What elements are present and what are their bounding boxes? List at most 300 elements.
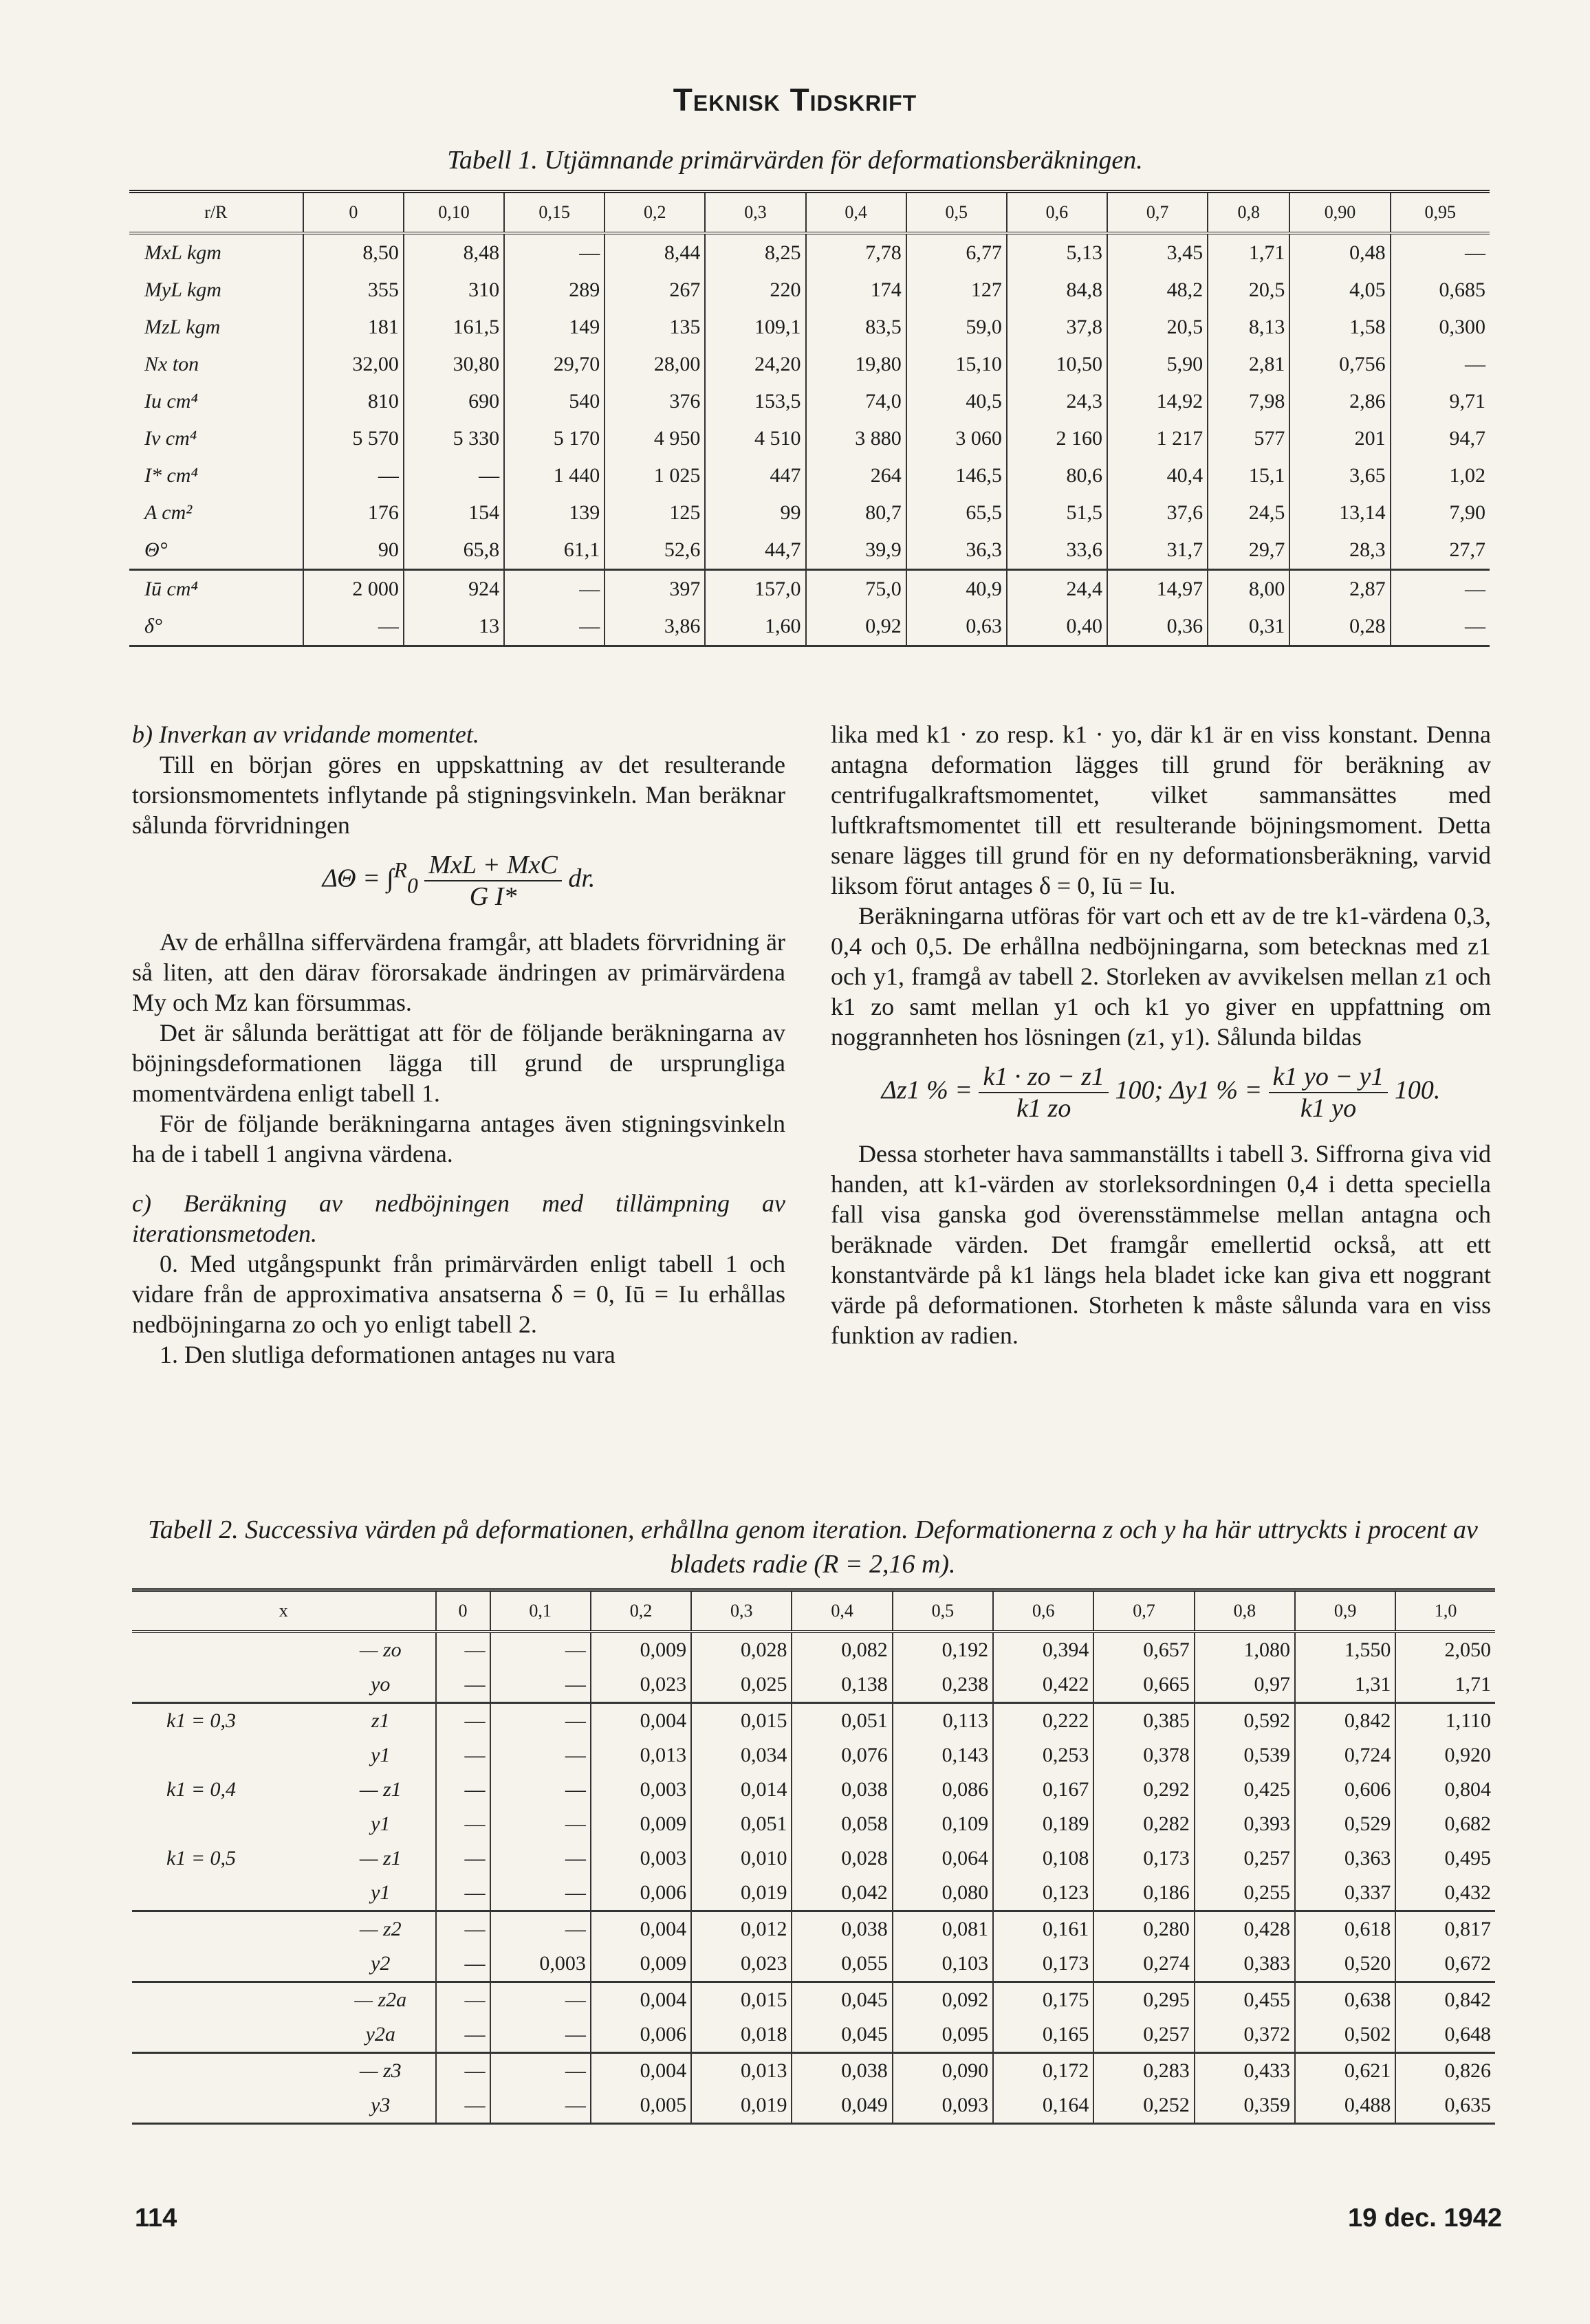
table2-variable-label: — z1	[359, 1778, 402, 1801]
table2-variable-label: — zo	[326, 1632, 436, 1667]
table2-cell: 0,023	[591, 1667, 691, 1703]
table1-cell: 146,5	[906, 457, 1007, 494]
table1-row-label: MzL kgm	[144, 316, 221, 338]
table1-cell: 127	[906, 272, 1007, 309]
table1-row	[129, 233, 1490, 272]
table1-cell: 690	[404, 383, 504, 420]
table2-cell: 1,110	[1395, 1703, 1495, 1739]
table1-header-row	[129, 192, 1490, 234]
table2-k-label	[132, 1807, 326, 1841]
table2-cell: 0,108	[993, 1841, 1093, 1876]
table2-cell: —	[436, 1703, 490, 1739]
table1-column-header: 0,7	[1107, 192, 1208, 234]
eq-a-denominator: k1 zo	[1016, 1094, 1071, 1123]
table2-cell: 0,004	[591, 1982, 691, 2018]
table1-column-header: 0,6	[1007, 192, 1107, 234]
table2-k-label: k1 = 0,5	[166, 1847, 237, 1870]
table1-cell: 2,86	[1289, 383, 1390, 420]
table1-cell: 20,5	[1107, 309, 1208, 346]
table2-cell: 0,257	[1195, 1841, 1295, 1876]
table2-cell: 0,005	[591, 2088, 691, 2124]
table1-cell: 65,8	[404, 531, 504, 570]
table1-cell: 5 170	[504, 420, 605, 457]
table2-k-label	[132, 2088, 326, 2124]
table1-cell: 153,5	[705, 383, 805, 420]
table1-cell: 40,4	[1107, 457, 1208, 494]
table2-cell: 0,113	[893, 1703, 993, 1739]
table2-cell: 0,164	[993, 2088, 1093, 2124]
table2-cell: 0,003	[591, 1773, 691, 1807]
table2-variable-label: y2	[371, 1952, 391, 1975]
paragraph: 1. Den slutliga deformationen antages nu vara	[160, 1341, 616, 1368]
table2-cell: 0,013	[691, 2053, 792, 2089]
table1-cell: 30,80	[404, 346, 504, 383]
table2-cell: 0,028	[691, 1632, 792, 1667]
eq-b-numerator: k1 yo − y1	[1269, 1062, 1388, 1093]
paragraph: Beräkningarna utföras för vart och ett av de tre k1-värdena 0,3, 0,4 och 0,5. De erhållna nedböjningarna, som betecknas med z1 och y1, framgå av tabell 2. Storleken av avvikelsen mellan z1 och k1 zo samt mellan y1 och k1 yo giver en uppfattning om noggrannheten hos lösningen (z1, y1). Sålunda bildas	[831, 902, 1491, 1051]
table2-cell: 0,038	[792, 1911, 892, 1947]
table2-column-header: 0,9	[1295, 1590, 1395, 1632]
table2-cell: —	[436, 1947, 490, 1982]
table2-cell: 0,086	[893, 1773, 993, 1807]
table1-cell: 59,0	[906, 309, 1007, 346]
table1-column-header: 0,95	[1391, 192, 1490, 234]
table2-cell: 0,672	[1395, 1947, 1495, 1982]
table2-cell: —	[490, 1807, 591, 1841]
paragraph: Dessa storheter hava sammanställts i tabell 3. Siffrorna giva vid handen, att k1-värden av storleksordningen 0,4 i detta speciella fall visa ganska god överensstämmelse mellan antagna och beräknade värden. Det framgår emellertid också, att ett konstantvärde på k1 längs hela bladet icke kan giva ett noggrant värde på deformationen. Storheten k måste sålunda vara en viss funktion av radien.	[831, 1140, 1491, 1349]
table1-cell: 2 000	[303, 570, 404, 609]
table2-cell: 0,009	[591, 1807, 691, 1841]
table1-cell: 109,1	[705, 309, 805, 346]
table2-cell: 0,042	[792, 1876, 892, 1911]
table1-cell: 310	[404, 272, 504, 309]
table1-cell: 201	[1289, 420, 1390, 457]
table2-cell: 0,253	[993, 1738, 1093, 1773]
eq-numerator: MxL + MxC	[424, 850, 561, 881]
table2-cell: 0,004	[591, 1911, 691, 1947]
table2-cell: 0,363	[1295, 1841, 1395, 1876]
table2-column-header: 1,0	[1395, 1590, 1495, 1632]
table1-cell: 5 570	[303, 420, 404, 457]
table2-cell: 0,023	[691, 1947, 792, 1982]
table1-cell: 220	[705, 272, 805, 309]
table2-row	[132, 1807, 1495, 1841]
table2-row	[132, 1773, 1495, 1807]
table1-row	[129, 346, 1490, 383]
table1-cell: —	[504, 233, 605, 272]
table2-cell: 0,003	[490, 1947, 591, 1982]
table1-column-header: 0,2	[605, 192, 705, 234]
table2-cell: 0,003	[591, 1841, 691, 1876]
table1-cell: 0,63	[906, 608, 1007, 646]
table2-cell: 0,292	[1093, 1773, 1194, 1807]
table2-cell: 0,295	[1093, 1982, 1194, 2018]
table1-column-header: 0,3	[705, 192, 805, 234]
table1-cell: 125	[605, 494, 705, 531]
table2-cell: 1,71	[1395, 1667, 1495, 1703]
table2-k-label	[132, 1632, 326, 1667]
table1-cell: 1 025	[605, 457, 705, 494]
table1-cell: 5,90	[1107, 346, 1208, 383]
table2-column-header: 0,2	[591, 1590, 691, 1632]
table1-cell: 0,28	[1289, 608, 1390, 646]
table2-cell: 0,255	[1195, 1876, 1295, 1911]
table2-cell: 0,010	[691, 1841, 792, 1876]
table1-cell: 51,5	[1007, 494, 1107, 531]
table2-cell: 0,432	[1395, 1876, 1495, 1911]
table1-cell: 1,02	[1391, 457, 1490, 494]
table2-cell: —	[436, 1911, 490, 1947]
table2-variable-label: yo	[371, 1673, 391, 1696]
table2-cell: 0,004	[591, 1703, 691, 1739]
table2-cell: 0,082	[792, 1632, 892, 1667]
table2-cell: —	[490, 1876, 591, 1911]
eq-a-lhs: Δz1 % =	[881, 1075, 972, 1105]
table2-variable-label: — z2	[326, 1911, 436, 1947]
table2-variable-label: y2a	[365, 2023, 395, 2046]
table1-row-label: Iū cm⁴	[129, 570, 303, 609]
table2-cell: —	[490, 1632, 591, 1667]
table2-variable-label: y1	[371, 1881, 391, 1904]
table1-cell: 83,5	[806, 309, 906, 346]
table1-column-header: 0,90	[1289, 192, 1390, 234]
table2-cell: 0,539	[1195, 1738, 1295, 1773]
table1-row	[129, 383, 1490, 420]
table1-cell: 174	[806, 272, 906, 309]
table2-row	[132, 1982, 1495, 2018]
table2-row	[132, 1947, 1495, 1982]
table1	[129, 190, 1490, 647]
table1-cell: 3,45	[1107, 233, 1208, 272]
table2-row	[132, 1632, 1495, 1667]
table1-cell: 75,0	[806, 570, 906, 609]
table1-cell: 24,5	[1208, 494, 1289, 531]
table2-cell: —	[436, 1738, 490, 1773]
table1-row-label: Iu cm⁴	[144, 390, 198, 413]
table2-cell: 0,337	[1295, 1876, 1395, 1911]
table1-cell: 90	[303, 531, 404, 570]
table1-row	[129, 309, 1490, 346]
table1-cell: 2,81	[1208, 346, 1289, 383]
paragraph: Det är sålunda berättigat att för de följande beräkningarna av böjningsdeformationen lägga till grund de ursprungliga momentvärdena enligt tabell 1.	[132, 1019, 785, 1107]
table2-cell: 0,455	[1195, 1982, 1295, 2018]
table1-cell: 5 330	[404, 420, 504, 457]
table2-variable-label: z1	[326, 1703, 436, 1739]
table2-cell: 0,425	[1195, 1773, 1295, 1807]
table2-cell: —	[490, 1667, 591, 1703]
table2-cell: 0,038	[792, 1773, 892, 1807]
table2-cell: 0,724	[1295, 1738, 1395, 1773]
table1-cell: 80,6	[1007, 457, 1107, 494]
table2-row	[132, 2017, 1495, 2053]
table2-cell: —	[436, 1667, 490, 1703]
table2-column-header: 0,3	[691, 1590, 792, 1632]
table1-cell: 19,80	[806, 346, 906, 383]
table1-cell: 4 510	[705, 420, 805, 457]
table2-cell: —	[490, 2088, 591, 2124]
table2-cell: 0,283	[1093, 2053, 1194, 2089]
table2-cell: —	[490, 1738, 591, 1773]
table2-cell: 0,842	[1395, 1982, 1495, 2018]
table1-cell: 176	[303, 494, 404, 531]
table2-cell: —	[490, 1982, 591, 2018]
table1-cell: —	[504, 608, 605, 646]
table1-cell: 2,87	[1289, 570, 1390, 609]
table2-cell: 0,019	[691, 1876, 792, 1911]
table1-cell: 1,71	[1208, 233, 1289, 272]
table2-cell: 1,550	[1295, 1632, 1395, 1667]
table2-row	[132, 1738, 1495, 1773]
table2-cell: 0,051	[792, 1703, 892, 1739]
table1-cell: 24,20	[705, 346, 805, 383]
eq-a-numerator: k1 · zo − z1	[979, 1062, 1109, 1093]
table1-cell: 0,31	[1208, 608, 1289, 646]
table2-cell: 0,274	[1093, 1947, 1194, 1982]
table1-cell: 1,58	[1289, 309, 1390, 346]
table2-cell: 0,359	[1195, 2088, 1295, 2124]
table1-cell: 267	[605, 272, 705, 309]
table1-cell: 40,5	[906, 383, 1007, 420]
table1-cell: 20,5	[1208, 272, 1289, 309]
table1-cell: 3,65	[1289, 457, 1390, 494]
table2-cell: 0,618	[1295, 1911, 1395, 1947]
table2-k-label: k1 = 0,3	[132, 1703, 326, 1739]
table1-cell: 31,7	[1107, 531, 1208, 570]
table2-cell: 0,635	[1395, 2088, 1495, 2124]
paragraph: Av de erhållna siffervärdena framgår, att bladets förvridning är så liten, att den därav förorsakade ändringen av primärvärdena My och Mz kan försummas.	[132, 928, 785, 1016]
table2-cell: 0,378	[1093, 1738, 1194, 1773]
table2-cell: 0,422	[993, 1667, 1093, 1703]
table2-cell: —	[436, 1982, 490, 2018]
right-column	[831, 719, 1491, 1350]
table2-cell: 0,138	[792, 1667, 892, 1703]
table2-variable-label: — z3	[326, 2053, 436, 2089]
table1-cell: —	[1391, 346, 1490, 383]
table1-cell: 376	[605, 383, 705, 420]
table2-column-header: 0,1	[490, 1590, 591, 1632]
table1-cell: 397	[605, 570, 705, 609]
table1-row	[129, 570, 1490, 609]
table1-cell: 37,8	[1007, 309, 1107, 346]
table1-cell: 0,92	[806, 608, 906, 646]
table2-cell: 0,064	[893, 1841, 993, 1876]
table2-cell: 0,034	[691, 1738, 792, 1773]
table2-cell: 0,280	[1093, 1911, 1194, 1947]
table2-cell: 0,028	[792, 1841, 892, 1876]
table2-cell: 0,013	[591, 1738, 691, 1773]
table1-cell: 355	[303, 272, 404, 309]
table1-cell: 8,25	[705, 233, 805, 272]
eq-b-denominator: k1 yo	[1300, 1094, 1357, 1123]
table1-row	[129, 420, 1490, 457]
table1-cell: 40,9	[906, 570, 1007, 609]
table1-cell: 52,6	[605, 531, 705, 570]
table1-cell: 32,00	[303, 346, 404, 383]
table2-cell: —	[436, 1807, 490, 1841]
table1-column-header: 0,15	[504, 192, 605, 234]
table1-cell: 33,6	[1007, 531, 1107, 570]
table1-cell: 8,00	[1208, 570, 1289, 609]
table2-cell: 0,606	[1295, 1773, 1395, 1807]
table2-row	[132, 2088, 1495, 2124]
paragraph: 0. Med utgångspunkt från primärvärden enligt tabell 1 och vidare från de approximativa ansatserna δ = 0, Iū = Iu erhållas nedböjningarna zo och yo enligt tabell 2.	[132, 1250, 785, 1338]
table1-cell: 577	[1208, 420, 1289, 457]
eq-b-rhs: 100.	[1394, 1075, 1441, 1105]
paragraph: För de följande beräkningarna antages även stigningsvinkeln ha de i tabell 1 angivna värdena.	[132, 1110, 785, 1168]
table2-cell: 0,092	[893, 1982, 993, 2018]
table2-cell: 0,093	[893, 2088, 993, 2124]
table2-cell: 0,173	[1093, 1841, 1194, 1876]
table2-cell: 0,520	[1295, 1947, 1395, 1982]
table2-cell: 0,257	[1093, 2017, 1194, 2053]
table2-cell: 0,657	[1093, 1632, 1194, 1667]
table2-cell: 0,804	[1395, 1773, 1495, 1807]
table1-cell: 13	[404, 608, 504, 646]
table1-cell: 540	[504, 383, 605, 420]
table2-k-label	[132, 1876, 326, 1911]
table2-cell: 0,186	[1093, 1876, 1194, 1911]
table2-cell: 0,045	[792, 2017, 892, 2053]
table1-cell: 139	[504, 494, 605, 531]
table2-k-label	[132, 2017, 326, 2053]
table1-cell: 4 950	[605, 420, 705, 457]
table2-cell: 0,433	[1195, 2053, 1295, 2089]
table2-k-label	[132, 1982, 326, 2018]
table1-cell: —	[1391, 233, 1490, 272]
table2-k-label: k1 = 0,4	[166, 1778, 237, 1801]
table2-cell: 0,109	[893, 1807, 993, 1841]
table2-cell: 0,025	[691, 1667, 792, 1703]
table1-header-label: r/R	[129, 192, 303, 234]
table2-cell: 0,090	[893, 2053, 993, 2089]
eq-a-fraction	[979, 1062, 1109, 1123]
table2-column-header: 0,8	[1195, 1590, 1295, 1632]
table2-cell: 1,31	[1295, 1667, 1395, 1703]
table1-cell: 14,92	[1107, 383, 1208, 420]
table1-row-label: I* cm⁴	[144, 464, 198, 487]
table1-cell: 84,8	[1007, 272, 1107, 309]
table1-row-label: δ°	[129, 608, 303, 646]
table2-cell: 0,143	[893, 1738, 993, 1773]
table1-cell: 10,50	[1007, 346, 1107, 383]
paragraph: lika med k1 · zo resp. k1 · yo, där k1 är en viss konstant. Denna antagna deformation lägges till grund för beräkning av centrifugalkraftsmomentet, vilket sammansättes med luftkraftsmomentet till ett resulterande böjningsmoment. Detta senare lägges till grund för en ny deformationsberäkning, varvid liksom förut antages δ = 0, Iū = Iu.	[831, 721, 1491, 899]
table2-variable-label: y1	[371, 1744, 391, 1766]
table1-column-header: 0,10	[404, 192, 504, 234]
table2-variable-label: — z2a	[326, 1982, 436, 2018]
table1-cell: —	[303, 457, 404, 494]
table1-cell: 0,36	[1107, 608, 1208, 646]
table2-cell: 0,648	[1395, 2017, 1495, 2053]
table2-cell: 0,192	[893, 1632, 993, 1667]
table2-cell: 0,920	[1395, 1738, 1495, 1773]
table1-cell: 94,7	[1391, 420, 1490, 457]
table2-cell: 0,173	[993, 1947, 1093, 1982]
table2-cell: 0,394	[993, 1632, 1093, 1667]
table1-row	[129, 531, 1490, 570]
table2-row	[132, 1703, 1495, 1739]
table2-cell: 0,051	[691, 1807, 792, 1841]
eq-rhs: dr.	[568, 864, 596, 893]
table1-cell: 27,7	[1391, 531, 1490, 570]
table1-cell: 3 880	[806, 420, 906, 457]
table2-cell: 0,006	[591, 1876, 691, 1911]
table1-cell: 0,756	[1289, 346, 1390, 383]
table2-cell: 0,222	[993, 1703, 1093, 1739]
table2-cell: 0,009	[591, 1632, 691, 1667]
table2-cell: 0,019	[691, 2088, 792, 2124]
table2-cell: 0,076	[792, 1738, 892, 1773]
table1-cell: 3 060	[906, 420, 1007, 457]
table1-cell: 181	[303, 309, 404, 346]
table2-cell: 0,372	[1195, 2017, 1295, 2053]
table1-row	[129, 494, 1490, 531]
table2-cell: 0,189	[993, 1807, 1093, 1841]
table2-cell: —	[490, 2017, 591, 2053]
table2-cell: 0,842	[1295, 1703, 1395, 1739]
table1-cell: 810	[303, 383, 404, 420]
table1-cell: 24,4	[1007, 570, 1107, 609]
table1-cell: 15,1	[1208, 457, 1289, 494]
table2-cell: 0,103	[893, 1947, 993, 1982]
table2-cell: 0,175	[993, 1982, 1093, 2018]
equation-twist	[132, 850, 785, 912]
table1-row	[129, 608, 1490, 646]
table1-cell: 5,13	[1007, 233, 1107, 272]
table2-cell: —	[436, 1876, 490, 1911]
table2-cell: 1,080	[1195, 1632, 1295, 1667]
table2-cell: 0,009	[591, 1947, 691, 1982]
table2-cell: 0,055	[792, 1947, 892, 1982]
table1-cell: 7,78	[806, 233, 906, 272]
table2-cell: 0,638	[1295, 1982, 1395, 2018]
table1-cell: 1,60	[705, 608, 805, 646]
table1-cell: 9,71	[1391, 383, 1490, 420]
eq-lhs: ΔΘ = ∫	[322, 864, 394, 893]
table2-row	[132, 1667, 1495, 1703]
table2-column-header: 0	[436, 1590, 490, 1632]
page-number: 114	[135, 2204, 177, 2233]
table1-cell: —	[1391, 570, 1490, 609]
table2-header-label: x	[132, 1590, 436, 1632]
table1-cell: 264	[806, 457, 906, 494]
table2-cell: 0,252	[1093, 2088, 1194, 2124]
table2-cell: 0,383	[1195, 1947, 1295, 1982]
paragraph: Till en början göres en uppskattning av det resulterande torsionsmomentets inflytande på stigningsvinkeln. Man beräknar sålunda förvridningen	[132, 751, 785, 839]
table2-cell: 0,282	[1093, 1807, 1194, 1841]
table2-cell: 0,172	[993, 2053, 1093, 2089]
table1-cell: 29,70	[504, 346, 605, 383]
table1-cell: —	[504, 570, 605, 609]
table2-cell: —	[436, 2088, 490, 2124]
table1-column-header: 0	[303, 192, 404, 234]
table2-cell: 0,621	[1295, 2053, 1395, 2089]
table1-cell: 13,14	[1289, 494, 1390, 531]
table1-row-label: MxL kgm	[144, 241, 221, 264]
table2	[132, 1588, 1495, 2125]
table1-cell: 8,48	[404, 233, 504, 272]
table2-column-header: 0,6	[993, 1590, 1093, 1632]
table2-cell: 2,050	[1395, 1632, 1495, 1667]
table1-cell: 29,7	[1208, 531, 1289, 570]
table2-cell: 0,393	[1195, 1807, 1295, 1841]
table2-cell: 0,058	[792, 1807, 892, 1841]
table1-cell: 1 440	[504, 457, 605, 494]
table2-cell: —	[490, 1773, 591, 1807]
table1-row-label: A cm²	[144, 501, 193, 524]
journal-masthead: Teknisk Tidskrift	[673, 82, 917, 118]
table2-cell: 0,018	[691, 2017, 792, 2053]
table2-variable-label: y3	[326, 2088, 436, 2124]
